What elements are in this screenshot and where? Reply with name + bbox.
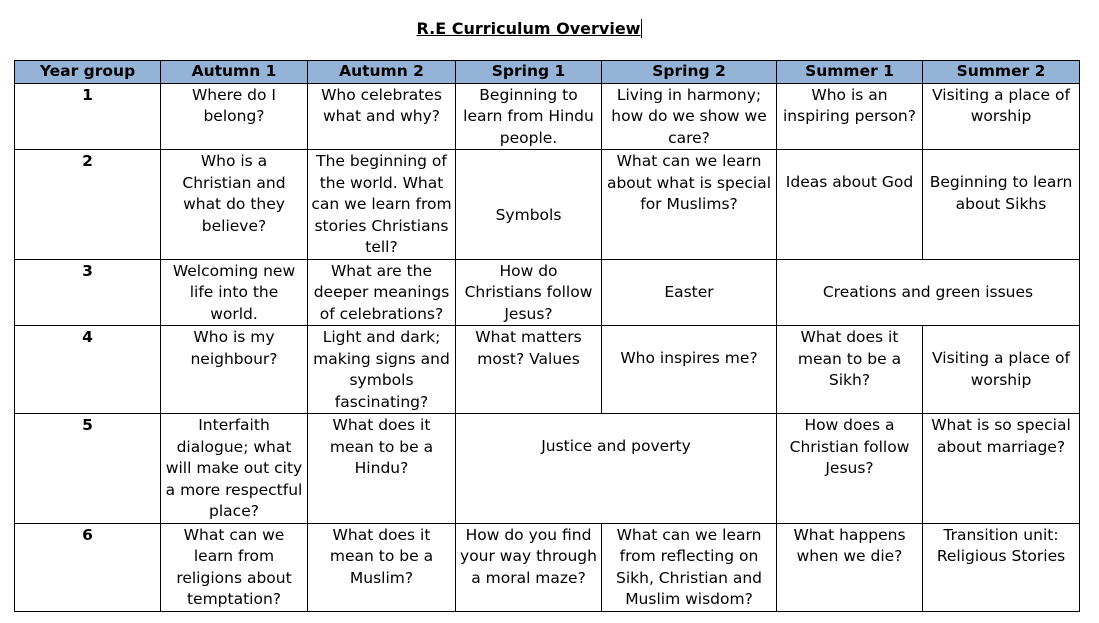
year-cell: 4 (15, 326, 161, 414)
table-cell: Where do I belong? (161, 83, 308, 150)
year-cell: 3 (15, 259, 161, 326)
table-cell: The beginning of the world. What can we learn from stories Christians tell? (308, 150, 456, 260)
table-cell: What happens when we die? (777, 523, 923, 611)
table-cell: What matters most? Values (456, 326, 602, 414)
table-cell: Light and dark; making signs and symbols fascinating? (308, 326, 456, 414)
header-summer-2: Summer 2 (923, 61, 1080, 84)
table-cell: Who celebrates what and why? (308, 83, 456, 150)
table-cell: Symbols (456, 150, 602, 260)
document-title (0, 19, 1059, 38)
header-row (15, 61, 1080, 84)
table-cell: How do you find your way through a moral maze? (456, 523, 602, 611)
year-cell: 5 (15, 414, 161, 524)
header-spring-1: Spring 1 (456, 61, 602, 84)
text-cursor (641, 19, 642, 38)
table-cell-merged: Creations and green issues (777, 259, 1080, 326)
table-cell-merged: Justice and poverty (456, 414, 777, 524)
table-cell: Who is my neighbour? (161, 326, 308, 414)
header-year-group: Year group (15, 61, 161, 84)
table-cell: Who inspires me? (602, 326, 777, 414)
table-cell: Visiting a place of worship (923, 83, 1080, 150)
table-row (15, 414, 1080, 524)
table-cell: Welcoming new life into the world. (161, 259, 308, 326)
table-cell: What does it mean to be a Hindu? (308, 414, 456, 524)
table-cell: What is so special about marriage? (923, 414, 1080, 524)
table-cell: How do Christians follow Jesus? (456, 259, 602, 326)
table-row (15, 83, 1080, 150)
table-cell: What can we learn about what is special for Muslims? (602, 150, 777, 260)
table-row (15, 326, 1080, 414)
table-cell: Interfaith dialogue; what will make out city a more respectful place? (161, 414, 308, 524)
year-cell: 2 (15, 150, 161, 260)
table-cell: Living in harmony; how do we show we care? (602, 83, 777, 150)
table-cell: Beginning to learn about Sikhs (923, 150, 1080, 260)
table-cell: Visiting a place of worship (923, 326, 1080, 414)
table-row (15, 523, 1080, 611)
table-cell: Easter (602, 259, 777, 326)
table-row (15, 150, 1080, 260)
table-cell: Transition unit: Religious Stories (923, 523, 1080, 611)
table-cell: What does it mean to be a Muslim? (308, 523, 456, 611)
header-spring-2: Spring 2 (602, 61, 777, 84)
table-cell: What can we learn from reflecting on Sikh, Christian and Muslim wisdom? (602, 523, 777, 611)
curriculum-table (14, 60, 1080, 612)
year-cell: 1 (15, 83, 161, 150)
title-text: R.E Curriculum Overview (416, 19, 641, 38)
header-autumn-2: Autumn 2 (308, 61, 456, 84)
table-cell: What are the deeper meanings of celebrations? (308, 259, 456, 326)
table-cell: Ideas about God (777, 150, 923, 260)
table-cell: Who is an inspiring person? (777, 83, 923, 150)
table-cell: How does a Christian follow Jesus? (777, 414, 923, 524)
table-cell: Who is a Christian and what do they believe? (161, 150, 308, 260)
table-row (15, 259, 1080, 326)
header-autumn-1: Autumn 1 (161, 61, 308, 84)
table-cell: What can we learn from religions about temptation? (161, 523, 308, 611)
header-summer-1: Summer 1 (777, 61, 923, 84)
year-cell: 6 (15, 523, 161, 611)
table-cell: Beginning to learn from Hindu people. (456, 83, 602, 150)
table-cell: What does it mean to be a Sikh? (777, 326, 923, 414)
